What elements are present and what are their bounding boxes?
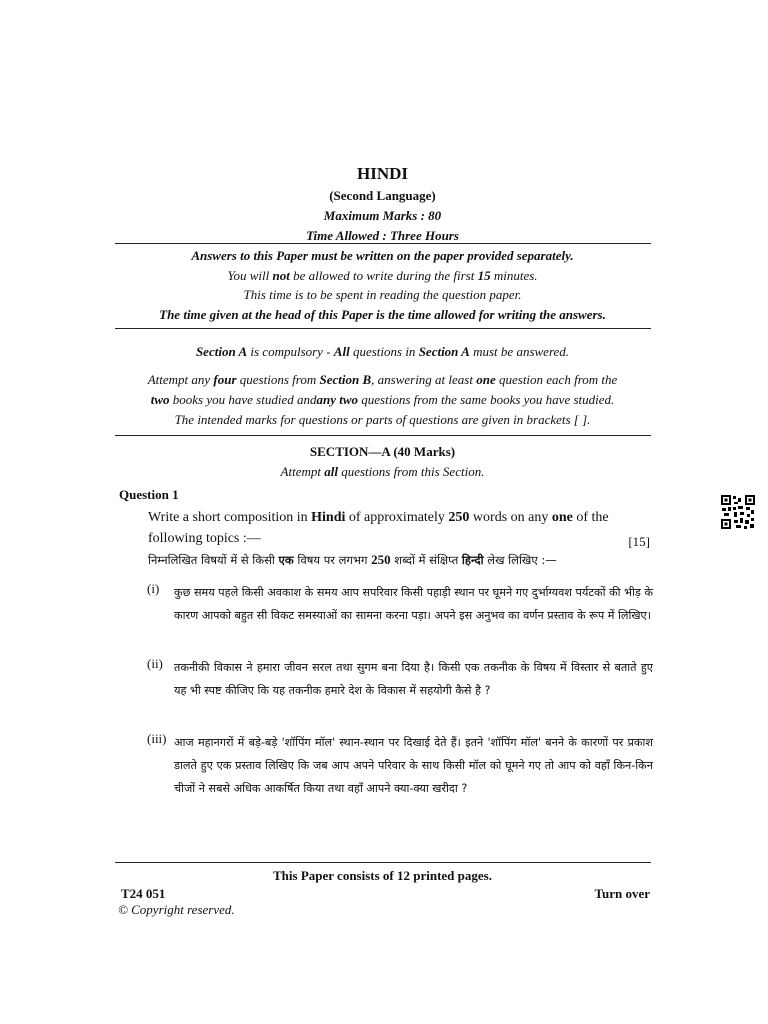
- option-text: कुछ समय पहले किसी अवकाश के समय आप सपरिवार किसी पहाड़ी स्थान पर घूमने गए दुर्भाग्यवश पर्यटकों की भीड़ के कारण आपको बहुत सी विकट समस्याओं का सामना करना पड़ा। अपने इस अनुभव का वर्णन प्रस्ताव के रूप में लिखिए।: [174, 586, 653, 622]
- paper-code: T24 051: [121, 886, 166, 901]
- question-hindi: निम्नलिखित विषयों में से किसी एक विषय पर लगभग 250 शब्दों में संक्षिप्त हिन्दी लेख लिखिए :—: [148, 552, 557, 567]
- instruction-line: Section A is compulsory - All questions in Section A must be answered.: [195, 344, 570, 359]
- footer-divider: [115, 862, 651, 863]
- instruction-line: Attempt any four questions from Section B, answering at least one question each from the: [147, 372, 618, 387]
- section-subheading: Attempt all questions from this Section.: [280, 464, 485, 479]
- option-number: (iii): [147, 731, 167, 746]
- turn-over-label: Turn over: [594, 886, 650, 901]
- general-instructions: [115, 246, 650, 324]
- section-heading: SECTION—A (40 Marks): [309, 444, 456, 459]
- paper-subtitle: (Second Language): [329, 188, 436, 203]
- option-number: (ii): [147, 656, 163, 671]
- qr-code-icon: [720, 494, 756, 530]
- pages-note: This Paper consists of 12 printed pages.: [273, 868, 492, 883]
- divider-bottom: [115, 435, 651, 436]
- paper-title: HINDI: [356, 164, 408, 183]
- option-i: [147, 581, 653, 627]
- option-text: तकनीकी विकास ने हमारा जीवन सरल तथा सुगम बना दिया है। किसी एक तकनीक के विषय में विस्तार से बताते हुए यह भी स्पष्ट कीजिए कि यह तकनीक हमारे देश के विकास में सहयोगी कैसे है ?: [174, 661, 653, 697]
- instruction-line: The time given at the head of this Paper is the time allowed for writing the answers.: [159, 306, 606, 322]
- question-marks: [15]: [628, 534, 650, 549]
- option-number: (i): [147, 581, 160, 596]
- instruction-line: This time is to be spent in reading the question paper.: [243, 287, 522, 302]
- question-label: Question 1: [119, 487, 179, 502]
- option-iii: [147, 731, 653, 800]
- section-instructions: [115, 342, 650, 430]
- divider-middle: [115, 328, 651, 329]
- maximum-marks: Maximum Marks : 80: [323, 208, 442, 223]
- option-text: आज महानगरों में बड़े-बड़े 'शॉपिंग मॉल' स्थान-स्थान पर दिखाई देते हैं। इतने 'शॉपिंग मॉल' बनने के कारणों पर प्रकाश डालते हुए एक प्रस्ताव लिखिए कि जब आप अपने परिवार के साथ किसी मॉल को घूमने गए तो आप को वहाँ किन-किन चीजों ने सबसे अधिक आकर्षित किया तथा वहाँ आपने क्या-क्या खरीदा ?: [174, 736, 653, 795]
- instruction-line: Answers to this Paper must be written on the paper provided separately.: [191, 248, 574, 263]
- option-ii: [147, 656, 653, 702]
- instruction-line: The intended marks for questions or parts of questions are given in brackets [ ].: [174, 412, 591, 427]
- question-english: Write a short composition in Hindi of approximately 250 words on any one of the following topics :—: [148, 510, 609, 546]
- copyright-note: © Copyright reserved.: [118, 902, 235, 917]
- instruction-line: two books you have studied andany two questions from the same books you have studied.: [150, 392, 615, 407]
- divider-top: [115, 243, 651, 244]
- instruction-line: You will not be allowed to write during the first 15 minutes.: [227, 267, 538, 283]
- time-allowed: Time Allowed : Three Hours: [306, 228, 459, 243]
